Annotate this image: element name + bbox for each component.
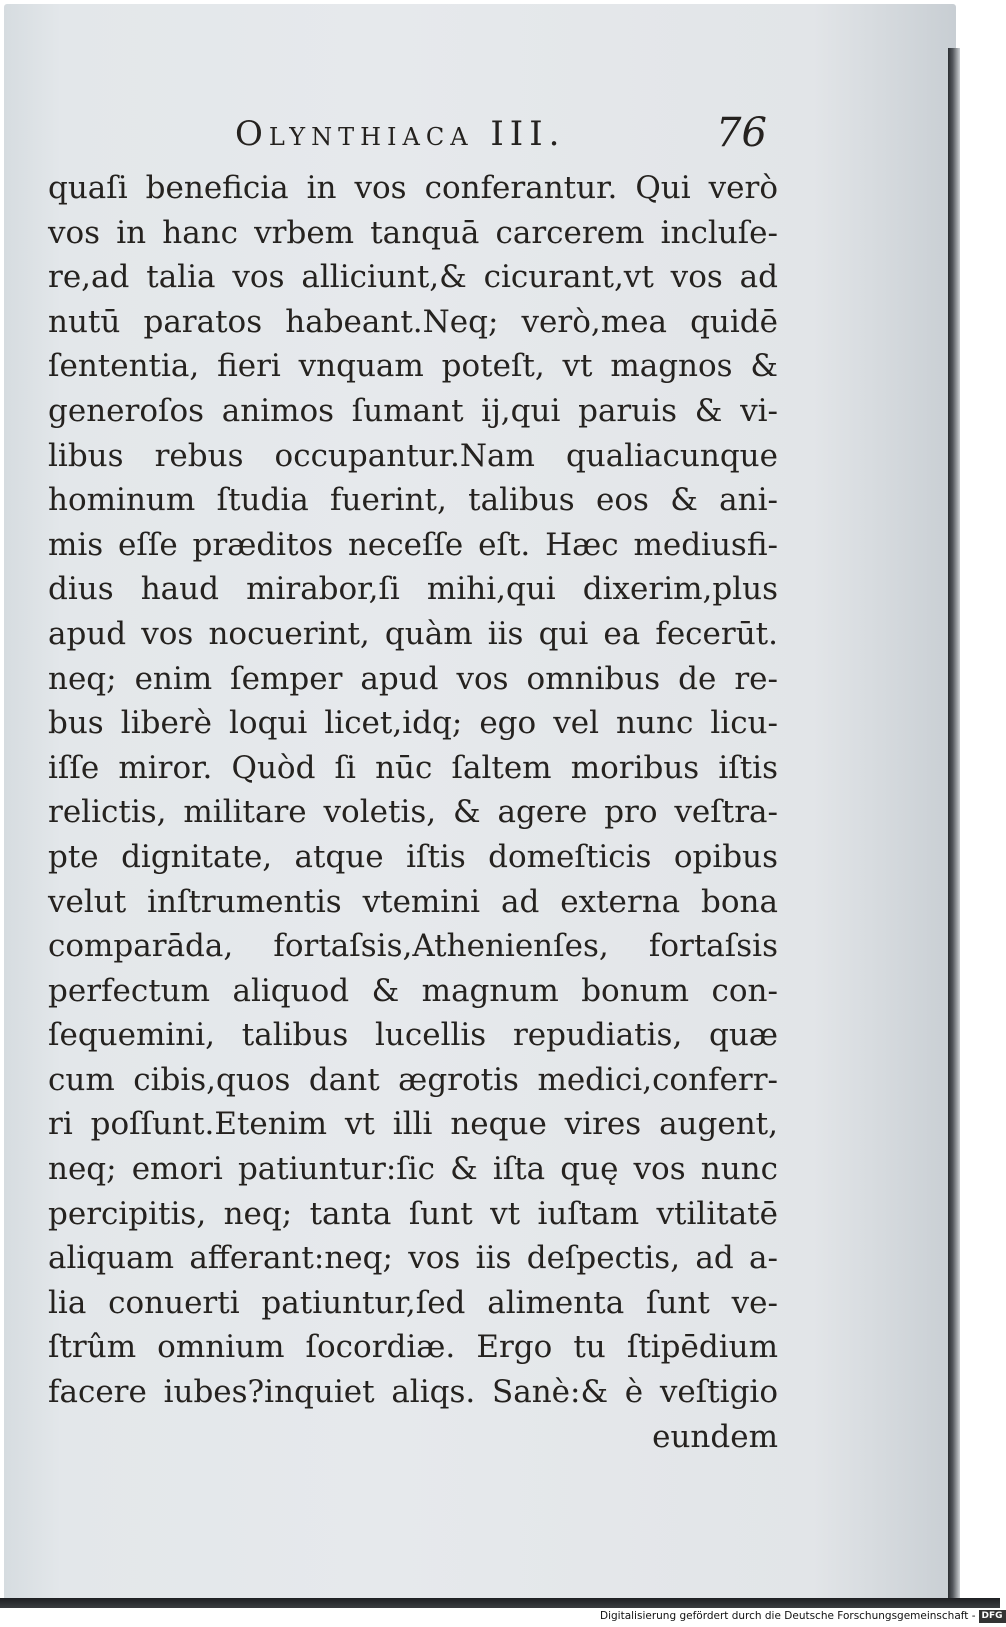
page-edge-shadow xyxy=(948,48,960,1600)
text-line: ri poſſunt.Etenim vt illi neque vires augent, xyxy=(48,1106,778,1143)
text-line: percipitis, neq; tanta ſunt vt iuſtam vtilitatē xyxy=(48,1195,778,1232)
text-line: dius haud mirabor,ſi mihi,qui dixerim,plus xyxy=(48,571,778,608)
text-line: neq; enim ſemper apud vos omnibus de re- xyxy=(48,660,778,697)
text-line: ſtrûm omnium ſocordiæ. Ergo tu ſtipēdium xyxy=(48,1329,778,1366)
text-line: mis eſſe præditos neceſſe eſt. Hæc mediusfi- xyxy=(48,526,778,563)
text-line: libus rebus occupantur.Nam qualiacunque xyxy=(48,437,778,474)
text-line: nutū paratos habeant.Neq; verò,mea quidē xyxy=(48,303,778,340)
text-line: perfectum aliquod & magnum bonum con- xyxy=(48,972,778,1009)
running-head: Olynthiaca III. xyxy=(235,114,566,154)
text-line: ſententia, fieri vnquam poteſt, vt magnos & xyxy=(48,348,778,385)
text-line: comparāda, fortaſsis,Athenienſes, fortaſsis xyxy=(48,928,778,965)
text-line: quaſi beneficia in vos conferantur. Qui verò xyxy=(48,170,778,206)
text-line: re,ad talia vos alliciunt,& cicurant,vt vos ad xyxy=(48,259,778,296)
text-line: hominum ſtudia fuerint, talibus eos & ani- xyxy=(48,482,778,519)
text-line: generoſos animos ſumant ij,qui paruis & vi- xyxy=(48,392,778,429)
body-text xyxy=(48,166,778,1459)
page-header xyxy=(0,108,1000,168)
text-line: facere iubes?inquiet aliqs. Sanè:& è veſtigio xyxy=(48,1374,778,1411)
text-line: lia conuerti patiuntur,ſed alimenta ſunt ve- xyxy=(48,1284,778,1321)
text-line: velut inſtrumentis vtemini ad externa bona xyxy=(48,883,778,920)
text-line: neq; emori patiuntur:ſic & iſta quę vos nunc xyxy=(48,1151,778,1188)
text-line: pte dignitate, atque iſtis domeſticis opibus xyxy=(48,838,778,875)
text-line: bus liberè loqui licet,idq; ego vel nunc licu- xyxy=(48,705,778,742)
text-line: aliquam afferant:neq; vos iis deſpectis, ad a- xyxy=(48,1240,778,1277)
text-line: vos in hanc vrbem tanquā carcerem incluſe- xyxy=(48,214,778,251)
page-number: 76 xyxy=(716,110,767,156)
dfg-logo: DFG xyxy=(979,1610,1006,1623)
text-line: apud vos nocuerint, quàm iis qui ea fecerūt. xyxy=(48,615,778,652)
bottom-edge-shadow xyxy=(0,1598,1000,1608)
text-line: ſequemini, talibus lucellis repudiatis, quæ xyxy=(48,1017,778,1054)
catchword: eundem xyxy=(652,1418,778,1455)
text-line: iſſe miror. Quòd ſi nūc ſaltem moribus iſtis xyxy=(48,749,778,786)
text-line: relictis, militare voletis, & agere pro veſtra- xyxy=(48,794,778,831)
credit-text: Digitalisierung gefördert durch die Deutsche Forschungsgemeinschaft - xyxy=(600,1610,976,1622)
digitization-credit xyxy=(600,1608,1003,1624)
text-line: cum cibis,quos dant ægrotis medici,conferr- xyxy=(48,1061,778,1098)
